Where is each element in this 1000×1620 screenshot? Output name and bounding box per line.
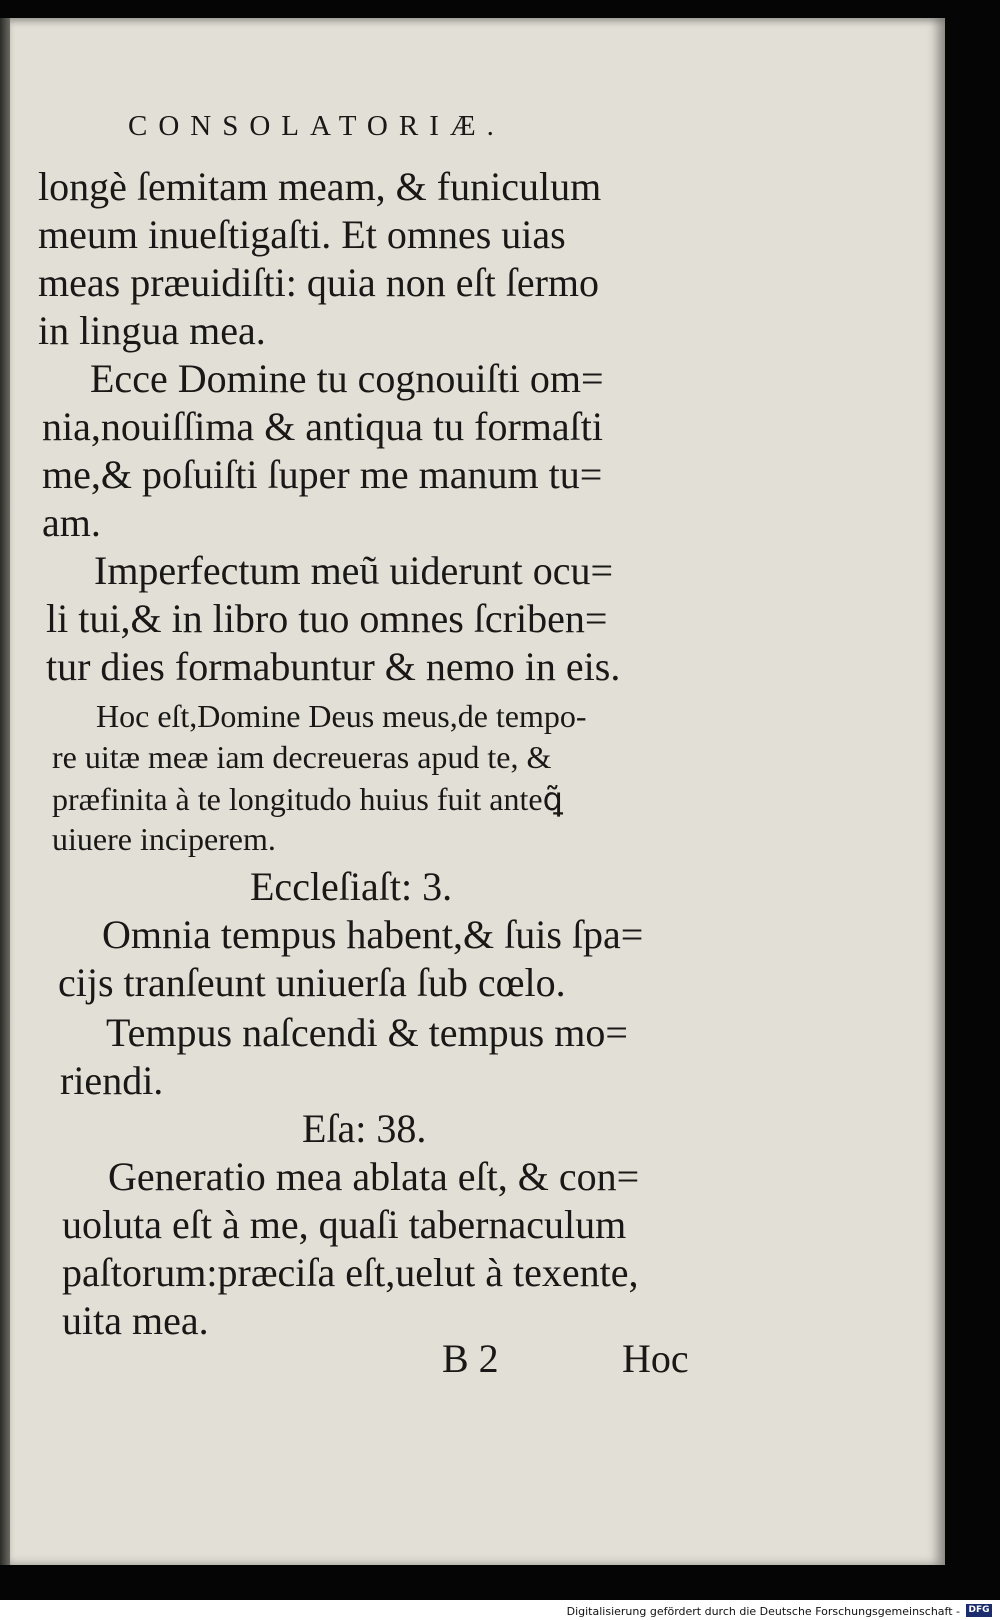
funding-credit: Digitalisierung gefördert durch die Deutsche Forschungsgemeinschaft - bbox=[566, 1605, 960, 1618]
scripture-reference: Eſa: 38. bbox=[302, 1106, 427, 1151]
text-line: Ecce Domine tu cognouiſti om= bbox=[90, 356, 604, 401]
text-line: meas præuidiſti: quia non eſt ſermo bbox=[38, 260, 600, 305]
gloss-line: uiuere inciperem. bbox=[52, 821, 276, 857]
gloss-line: re uitæ meæ iam decreueras apud te, & bbox=[52, 739, 552, 775]
text-line: longè ſemitam meam, & funiculum bbox=[38, 164, 602, 209]
text-line: nia,nouiſſima & antiqua tu formaſti bbox=[42, 404, 603, 449]
running-head: CONSOLATORIÆ. bbox=[128, 110, 505, 142]
signature-mark: B 2 bbox=[442, 1336, 499, 1381]
text-line: riendi. bbox=[60, 1058, 164, 1103]
gloss-line: Hoc eſt,Domine Deus meus,de tempo- bbox=[96, 698, 587, 734]
text-line: in lingua mea. bbox=[38, 308, 266, 353]
text-line: Generatio mea ablata eſt, & con= bbox=[108, 1154, 640, 1199]
catchword: Hoc bbox=[622, 1336, 689, 1381]
footer-bar bbox=[0, 1600, 1000, 1620]
gloss-line: præfinita à te longitudo huius fuit anteꝗ̃ bbox=[52, 781, 563, 817]
text-line: me,& poſuiſti ſuper me manum tu= bbox=[42, 452, 603, 497]
scripture-reference: Eccleſiaſt: 3. bbox=[250, 864, 453, 909]
text-line: uita mea. bbox=[62, 1298, 209, 1343]
text-line: tur dies formabuntur & nemo in eis. bbox=[46, 644, 621, 689]
text-line: meum inueſtigaſti. Et omnes uias bbox=[38, 212, 566, 257]
text-line: am. bbox=[42, 500, 101, 545]
text-line: paſtorum:præciſa eſt,uelut à texente, bbox=[62, 1250, 639, 1295]
text-line: Imperfectum meũ uiderunt ocu= bbox=[94, 548, 614, 593]
text-line: cijs tranſeunt uniuerſa ſub cœlo. bbox=[58, 960, 566, 1005]
dfg-logo: DFG bbox=[966, 1604, 992, 1617]
text-line: uoluta eſt à me, quaſi tabernaculum bbox=[62, 1202, 627, 1247]
text-line: li tui,& in libro tuo omnes ſcriben= bbox=[46, 596, 608, 641]
text-line: Omnia tempus habent,& ſuis ſpa= bbox=[102, 912, 644, 957]
book-page bbox=[10, 18, 945, 1565]
text-line: Tempus naſcendi & tempus mo= bbox=[106, 1010, 628, 1055]
